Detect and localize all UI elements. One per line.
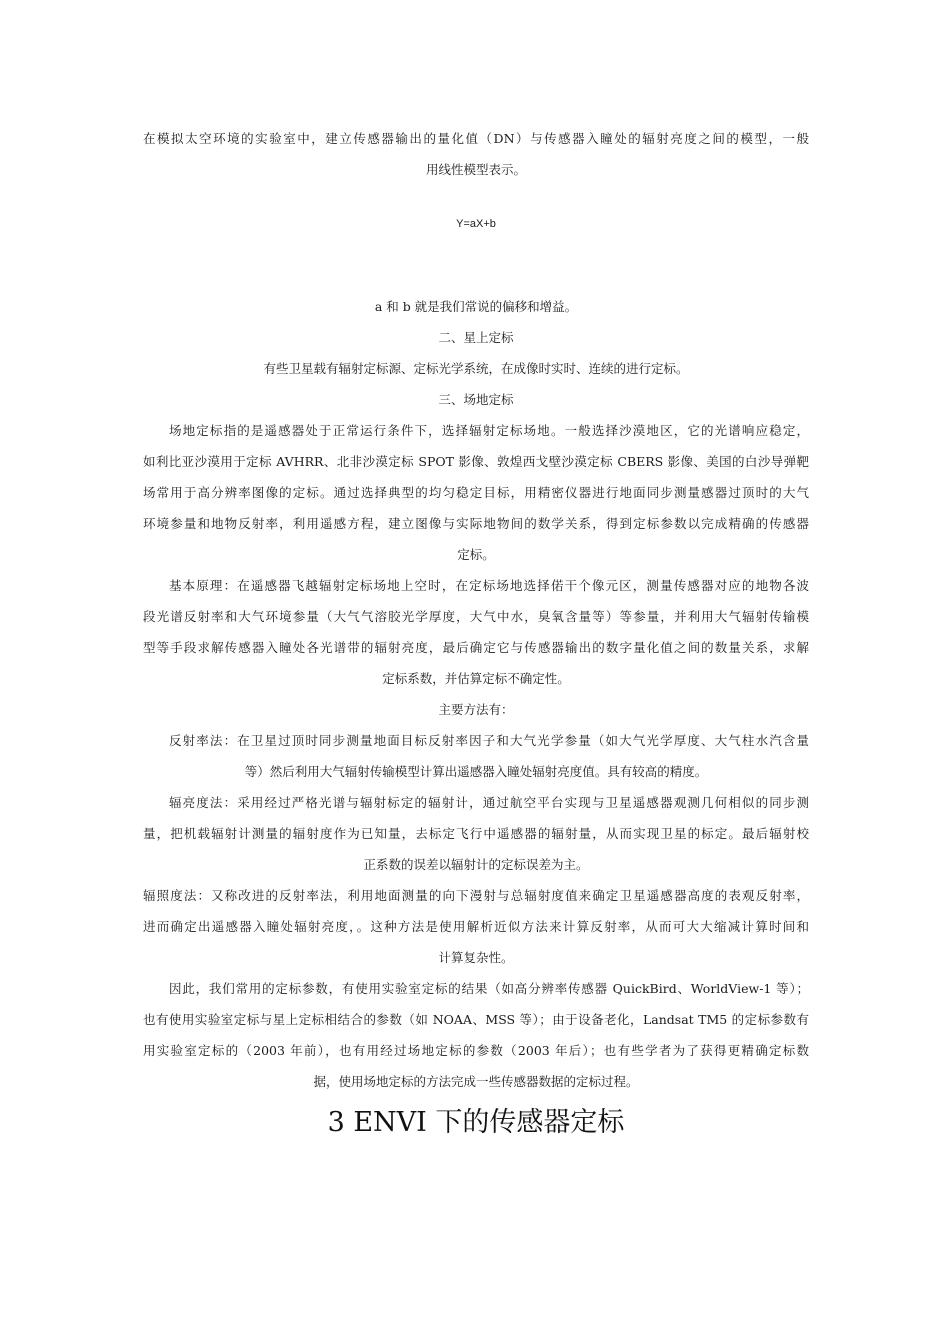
conclusion-line-1: 因此，我们常用的定标参数，有使用实验室定标的结果（如高分辨率传感器 QuickBird、WorldView-1 等）； xyxy=(169,981,809,996)
gain-offset-text: a 和 b 就是我们常说的偏移和增益。 xyxy=(374,299,578,314)
intro-line-1: 在模拟太空环境的实验室中，建立传感器输出的量化值（DN）与传感器入瞳处的辐射亮度之间的模型，一般 xyxy=(143,131,809,146)
field-calibration-line-4: 环境参量和地物反射率，利用遥感方程，建立图像与实际地物间的数学关系，得到定标参数以完成精确的传感器 xyxy=(143,516,809,531)
basic-principle-line-2: 段光谱反射率和大气环境参量（大气气溶胶光学厚度，大气中水，臭氧含量等）等参量，并利用大气辐射传输模 xyxy=(143,609,809,624)
irradiance-method-line-3: 计算复杂性。 xyxy=(438,950,514,965)
chapter-heading: 3 ENVI 下的传感器定标 xyxy=(327,1107,625,1138)
radiance-method-line-2: 量，把机载辐射计测量的辐射度作为已知量，去标定飞行中遥感器的辐射量，从而实现卫星的标定。最后辐射校 xyxy=(143,826,809,841)
field-calibration-line-3: 场常用于高分辨率图像的定标。通过选择典型的均匀稳定目标，用精密仪器进行地面同步测量感器过顶时的大气 xyxy=(143,485,809,500)
conclusion-line-2: 也有使用实验室定标与星上定标相结合的参数（如 NOAA、MSS 等）；由于设备老化，Landsat TM5 的定标参数有 xyxy=(143,1012,809,1027)
formula: Y=aX+b xyxy=(456,218,496,230)
conclusion-line-3: 用实验室定标的（2003 年前），也有用经过场地定标的参数（2003 年后）；也有些学者为了获得更精确定标数 xyxy=(143,1043,809,1058)
irradiance-method-line-1: 辐照度法：又称改进的反射率法，利用地面测量的向下漫射与总辐射度值来确定卫星遥感器高度的表观反射率， xyxy=(143,888,809,903)
section-title-field-calibration: 三、场地定标 xyxy=(438,392,514,407)
basic-principle-line-1: 基本原理：在遥感器飞越辐射定标场地上空时，在定标场地选择偌干个像元区，测量传感器对应的地物各波 xyxy=(169,578,809,593)
reflectance-method-line-2: 等）然后利用大气辐射传输模型计算出遥感器入瞳处辐射亮度值。具有较高的精度。 xyxy=(244,764,708,779)
field-calibration-line-2: 如利比亚沙漠用于定标 AVHRR、北非沙漠定标 SPOT 影像、敦煌西戈壁沙漠定标 CBERS 影像、美国的白沙导弹靶 xyxy=(143,454,809,469)
basic-principle-line-4: 定标系数，并估算定标不确定性。 xyxy=(382,671,570,686)
intro-line-2: 用线性模型表示。 xyxy=(425,162,526,177)
field-calibration-line-1: 场地定标指的是遥感器处于正常运行条件下，选择辐射定标场地。一般选择沙漠地区，它的光谱响应稳定， xyxy=(169,423,809,438)
radiance-method-line-3: 正系数的误差以辐射计的定标误差为主。 xyxy=(363,857,589,872)
reflectance-method-line-1: 反射率法：在卫星过顶时同步测量地面目标反射率因子和大气光学参量（如大气光学厚度、大气柱水汽含量 xyxy=(169,733,809,748)
onboard-calibration-text: 有些卫星载有辐射定标源、定标光学系统，在成像时实时、连续的进行定标。 xyxy=(263,361,689,376)
irradiance-method-line-2: 进而确定出遥感器入瞳处辐射亮度，。这种方法是使用解析近似方法来计算反射率，从而可大大缩减计算时间和 xyxy=(143,919,809,934)
methods-title: 主要方法有： xyxy=(438,702,514,717)
radiance-method-line-1: 辐亮度法：采用经过严格光谱与辐射标定的辐射计，通过航空平台实现与卫星遥感器观测几何相似的同步测 xyxy=(169,795,809,810)
field-calibration-line-5: 定标。 xyxy=(457,547,495,562)
basic-principle-line-3: 型等手段求解传感器入瞳处各光谱带的辐射亮度，最后确定它与传感器输出的数字量化值之间的数量关系，求解 xyxy=(143,640,809,655)
section-title-onboard-calibration: 二、星上定标 xyxy=(438,330,514,345)
conclusion-line-4: 据，使用场地定标的方法完成一些传感器数据的定标过程。 xyxy=(313,1074,639,1089)
